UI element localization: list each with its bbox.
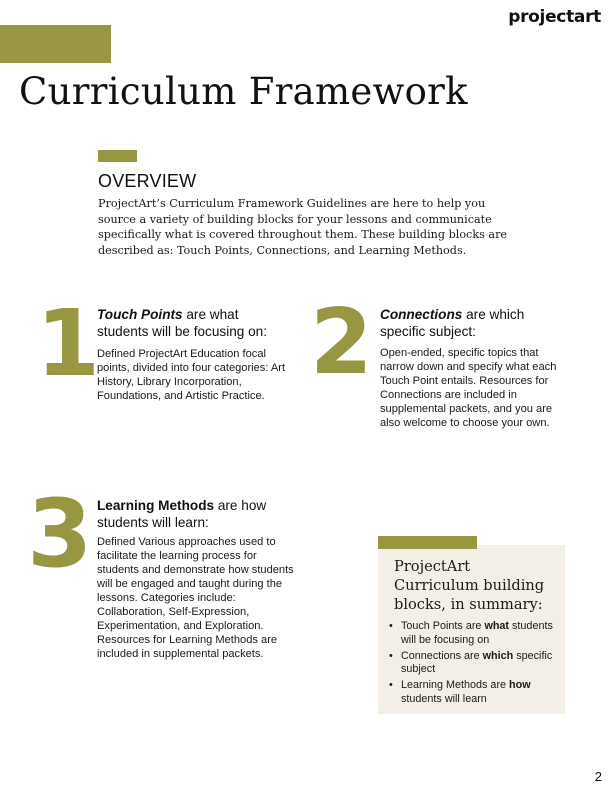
- section-2-body: Open-ended, specific topics that narrow down and specify what each Touch Point entails. Resources for Connections are included in supplemental packets, and you are also welcome to choose your own.: [380, 347, 557, 429]
- summary-title: ProjectArt Curriculum building blocks, in summary:: [394, 558, 545, 613]
- header-accent-bar: [0, 25, 111, 63]
- section-2-number: 2: [310, 290, 373, 395]
- bullet-icon: •: [389, 620, 393, 632]
- section-1-heading-rest: are what students will be focusing on:: [97, 307, 268, 339]
- section-1-number: 1: [36, 290, 97, 397]
- section-3-heading-rest: are how students will learn:: [97, 498, 267, 530]
- projectart-logo[interactable]: projectart: [508, 7, 601, 27]
- section-2-heading: [380, 306, 570, 340]
- page-number: 2: [594, 769, 602, 784]
- section-3-heading-bold: Learning Methods: [97, 498, 215, 513]
- bullet-icon: •: [389, 649, 393, 662]
- section-3-heading: [97, 497, 297, 531]
- section-1-heading: [97, 306, 292, 340]
- summary-item-learning-methods: • Learning Methods are how students will learn: [389, 679, 531, 705]
- summary-item-touch-points: • Touch Points are what students will be focusing on: [389, 620, 553, 646]
- section-1-heading-bold: Touch Points: [97, 307, 183, 322]
- overview-heading: OVERVIEW: [98, 171, 197, 191]
- overview-accent-bar: [98, 150, 137, 162]
- section-3-body: Defined Various approaches used to facilitate the learning process for students and demonstrate how students will be engaged and taught during the lessons. Categories include: Collaboration, Self-Expression, Experimentation, and Exploration. Resources for Learning Methods are included in supplemental packets.: [97, 536, 294, 660]
- section-3-number: 3: [27, 480, 93, 589]
- bullet-icon: •: [389, 679, 393, 692]
- summary-item-connections: • Connections are which specific subject: [389, 649, 553, 676]
- section-2-heading-rest: are which specific subject:: [380, 307, 525, 339]
- summary-accent-bar: [378, 536, 477, 549]
- section-1-body: Defined ProjectArt Education focal points, divided into four categories: Art History, Library Incorporation, Foundations, and Artistic Practice.: [97, 348, 286, 402]
- page-title: Curriculum Framework: [19, 70, 468, 113]
- summary-list: [387, 620, 565, 709]
- overview-text: ProjectArt’s Curriculum Framework Guidelines are here to help you source a variety of building blocks for your lessons and communicate specifically what is covered throughout them. These building blocks are described as: Touch Points, Connections, and Learning Methods.: [98, 197, 508, 257]
- section-2-heading-bold: Connections: [380, 307, 463, 322]
